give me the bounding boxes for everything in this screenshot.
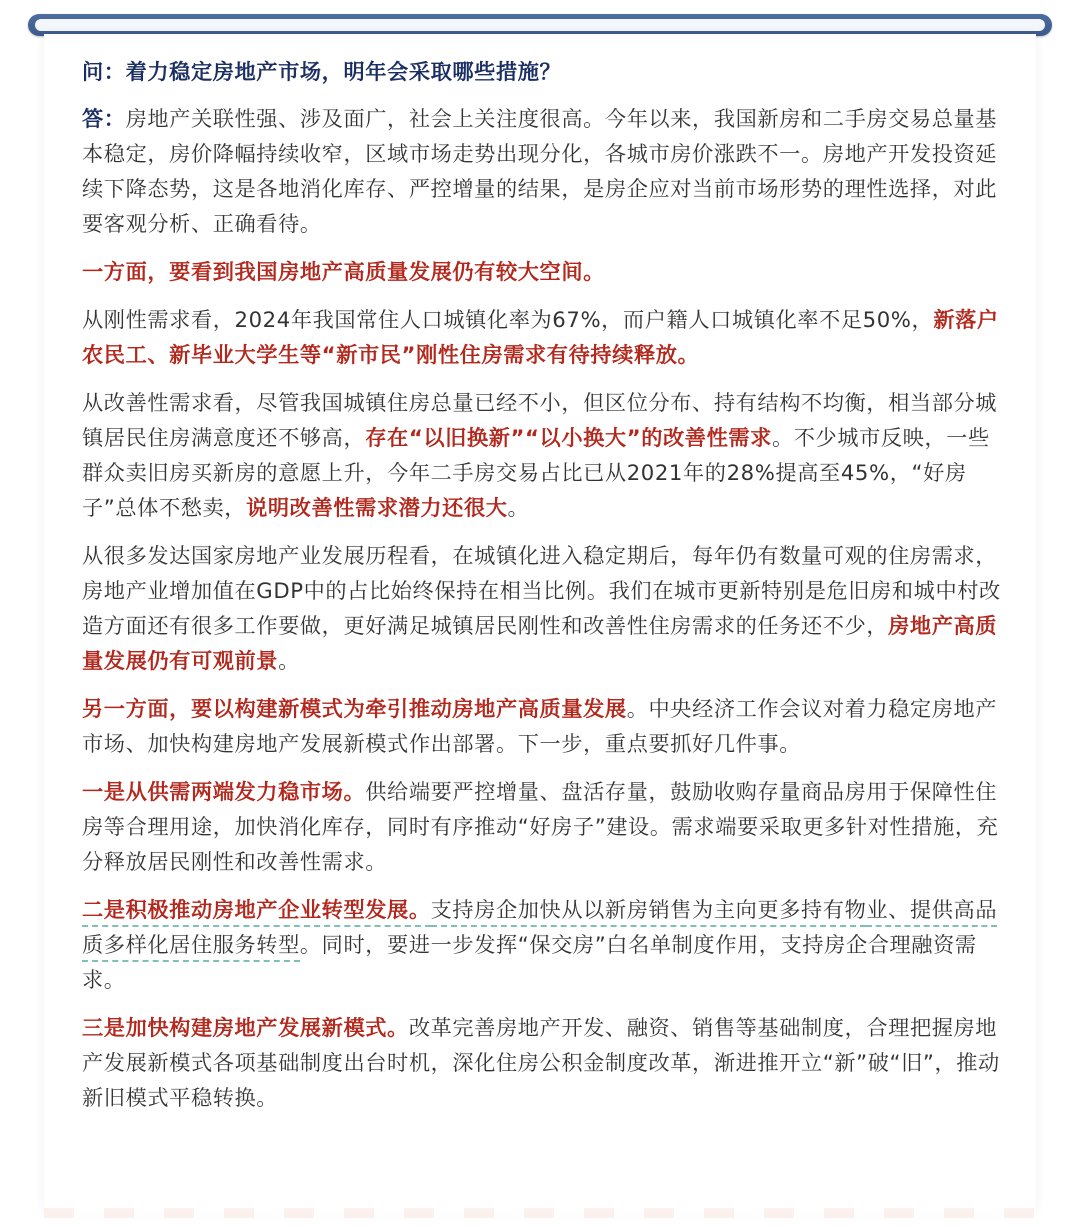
top-decorative-bar — [28, 14, 1052, 36]
question-paragraph — [82, 54, 1002, 89]
body-text: 。中央经济工作会议对着力稳定房地产市场、加快构建房地产发展新模式作出部署。下一步，重点要抓好几件事。 — [82, 696, 998, 756]
emphasis-text: 新落户农民工、新毕业大学生等“新市民”刚性住房需求有待持续释放。 — [82, 307, 999, 367]
emphasis-text: 房地产高质量发展仍有可观前景 — [82, 613, 998, 673]
paragraph-rigid-demand — [82, 302, 1002, 372]
paragraph-space — [82, 254, 1002, 289]
emphasis-text: 存在“以旧换新”“以小换大”的改善性需求 — [365, 425, 772, 450]
emphasis-text: 三是加快构建房地产发展新模式。 — [82, 1015, 409, 1040]
body-text: 改革完善房地产开发、融资、销售等基础制度，合理把握房地产发展新模式各项基础制度出台时机，深化住房公积金制度改革，渐进推开立“新”破“旧”，推动新旧模式平稳转换。 — [82, 1015, 1000, 1110]
body-text: 从改善性需求看，尽管我国城镇住房总量已经不小，但区位分布、持有结构不均衡，相当部分城镇居民住房满意度还不够高， — [82, 390, 998, 450]
answer-label: 答： — [82, 106, 126, 131]
paragraph-new-model — [82, 691, 1002, 761]
answer-text: 房地产关联性强、涉及面广，社会上关注度很高。今年以来，我国新房和二手房交易总量基本稳定，房价降幅持续收窄，区域市场走势出现分化，各城市房价涨跌不一。房地产开发投资延续下降态势，这是各地消化库存、严控增量的结果，是房企应对当前市场形势的理性选择，对此要客观分析、正确看待。 — [82, 106, 998, 236]
top-bar-inner — [35, 19, 1045, 31]
emphasis-text: 一是从供需两端发力稳市场。 — [82, 779, 366, 804]
body-text: 。 — [507, 495, 530, 520]
emphasis-text: 另一方面，要以构建新模式为牵引推动房地产高质量发展 — [82, 696, 627, 721]
body-text: 。同时，要进一步发挥“保交房”白名单制度作用，支持房企合理融资需求。 — [82, 932, 977, 992]
answer-paragraph — [82, 101, 1002, 241]
body-text: 。不少城市反映，一些群众卖旧房买新房的意愿上升，今年二手房交易占比已从2021年的28%提高至45%，“好房子”总体不愁卖， — [82, 425, 990, 520]
paragraph-developed-countries — [82, 538, 1002, 678]
paragraph-supply-demand — [82, 774, 1002, 879]
question-text: 着力稳定房地产市场，明年会采取哪些措施？ — [125, 59, 562, 84]
underlined-text: 业、提供高品质多样化居住服务转型 — [82, 897, 997, 962]
emphasis-text: 说明改善性需求潜力还很大 — [246, 495, 508, 520]
body-text: 供给端要严控增量、盘活存量，鼓励收购存量商品房用于保障性住房等合理用途，加快消化库存，同时有序推动“好房子”建设。需求端要采取更多针对性措施，充分释放居民刚性和改善性需求。 — [82, 779, 999, 874]
body-text: 从很多发达国家房地产业发展历程看，在城镇化进入稳定期后，每年仍有数量可观的住房需求，房地产业增加值在GDP中的占比始终保持在相当比例。我们在城市更新特别是危旧房和城中村改造方面还有很多工作要做，更好满足城镇居民刚性和改善性住房需求的任务还不少， — [82, 543, 1001, 638]
emphasis-text: 二是积极推动房地产企业转型发展。 — [82, 897, 431, 927]
card-bottom-decoration — [44, 1208, 1036, 1218]
paragraph-new-model-building — [82, 1010, 1002, 1115]
article-content — [82, 52, 1002, 1115]
question-label: 问： — [82, 59, 126, 84]
emphasis-text: 一方面，要看到我国房地产高质量发展仍有较大空间。 — [82, 259, 605, 284]
paragraph-improvement-demand — [82, 385, 1002, 525]
body-text: 从刚性需求看，2024年我国常住人口城镇化率为67%，而户籍人口城镇化率不足50%， — [82, 307, 934, 332]
underlined-text: 支持房企加快从以新房销售为主向更多持有物 — [431, 897, 867, 927]
body-text: 。 — [278, 648, 300, 673]
paragraph-enterprise-transformation — [82, 892, 1002, 997]
